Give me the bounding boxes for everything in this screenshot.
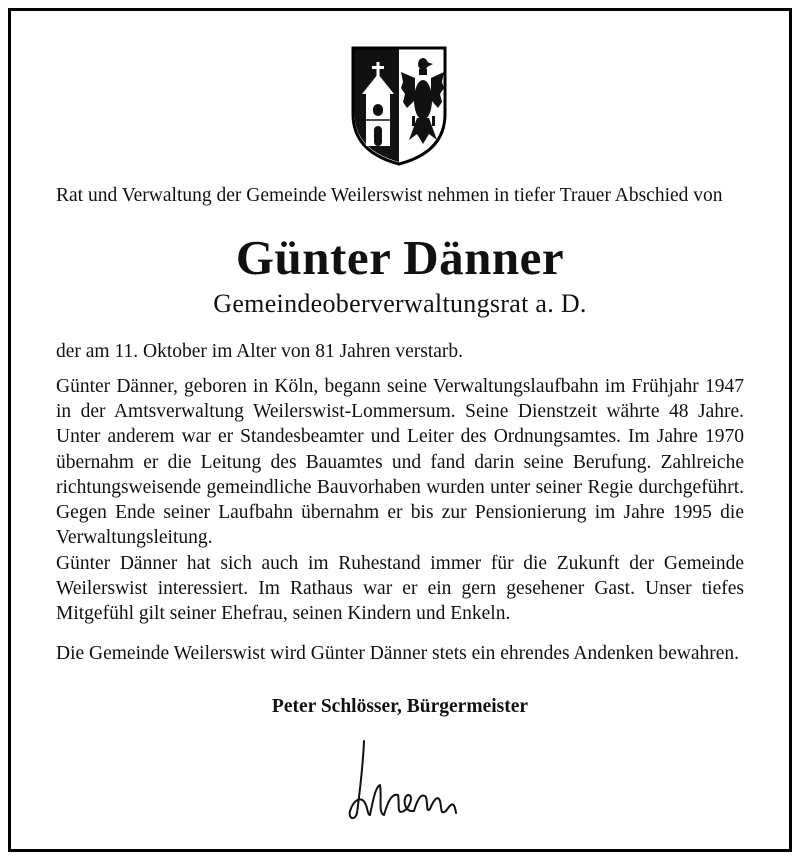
intro-text: Rat und Verwaltung der Gemeinde Weilerswist nehmen in tiefer Trauer Abschied von xyxy=(56,185,723,206)
memorial-paragraph: Die Gemeinde Weilerswist wird Günter Dänner stets ein ehrendes Andenken bewahren. xyxy=(56,643,740,664)
retirement-paragraph: Günter Dänner hat sich auch im Ruhestand immer für die Zukunft der Gemeinde Weilerswist interessiert. Im Rathaus war er ein gern gesehener Gast. Unser tiefes Mitgefühl gilt seiner Ehefrau, seinen Kindern und Enkeln. xyxy=(56,553,744,625)
signature-image xyxy=(330,735,470,825)
coat-of-arms-icon xyxy=(349,44,449,168)
deceased-title: Gemeindeoberverwaltungsrat a. D. xyxy=(213,289,587,318)
death-notice-paragraph: der am 11. Oktober im Alter von 81 Jahren verstarb. xyxy=(56,341,464,362)
signer-name: Peter Schlösser, Bürgermeister xyxy=(271,696,529,717)
career-paragraph: Günter Dänner, geboren in Köln, begann seine Verwaltungslaufbahn im Frühjahr 1947 in der Amtsverwaltung Weilerswist-Lommersum. Seine Dienstzeit währte 48 Jahre. Unter anderem war er Standesbeamter und Leiter des Ordnungsamtes. Im Jahre 1970 übernahm er die Leitung des Bauamtes und fand darin seine Berufung. Zahlreiche richtungsweisende gemeindliche Bauvorhaben wurden unter seiner Regie durchgeführt. Gegen Ende seiner Laufbahn übernahm er bis zur Pensionierung im Jahre 1995 die Verwaltungsleitung. xyxy=(56,376,744,549)
deceased-name: Günter Dänner xyxy=(235,230,565,285)
